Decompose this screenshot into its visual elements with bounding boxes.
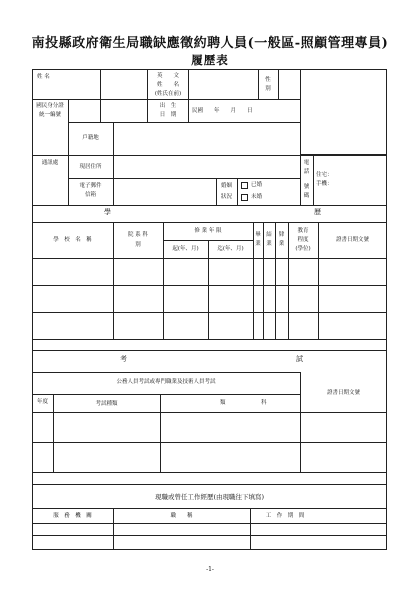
study-from-label: 起(年、月) [172, 246, 199, 252]
page-number: -1- [206, 566, 214, 573]
married-checkbox[interactable] [241, 182, 248, 189]
row-line [32, 312, 387, 313]
phone-label: 號 [303, 184, 310, 190]
col-line [278, 69, 279, 99]
completed-label: 結 [266, 232, 272, 238]
col-line [313, 155, 314, 205]
married-label: 已婚 [251, 182, 263, 188]
row-line [32, 442, 387, 443]
row-line [32, 484, 387, 485]
work-period-label: 工 作 期 間 [265, 513, 305, 519]
row-line [32, 155, 387, 156]
education-certificate-label: 證書日期文號 [335, 237, 369, 243]
exam-header-label: 公務人員考試或專門職業及技術人員考試 [116, 379, 216, 385]
col-line [237, 178, 238, 205]
exam-type-label: 考試種類 [95, 401, 118, 407]
row-line [32, 205, 387, 206]
exam-section-left: 考 [120, 355, 127, 363]
english-name-label: (姓氏在前) [154, 91, 182, 97]
col-line [113, 222, 114, 339]
school-name-label: 學 校 名 稱 [53, 237, 92, 243]
unmarried-label: 未婚 [251, 194, 263, 200]
domicile-label: 戶籍地 [82, 135, 99, 141]
row-line [68, 178, 300, 179]
col-line [113, 122, 114, 205]
work-section-title: 現職或曾任工作經歷(由現職往下填寫) [154, 493, 265, 501]
birth-date-label: 日 期 [159, 112, 177, 118]
col-line [300, 372, 301, 472]
col-line [160, 394, 161, 472]
row-line [32, 339, 387, 340]
col-line [188, 69, 189, 122]
col-line [258, 69, 259, 99]
degree-label: 教育 [297, 228, 309, 234]
col-line [263, 222, 264, 339]
col-line [208, 240, 209, 339]
education-section-right: 歷 [314, 208, 321, 216]
unmarried-checkbox[interactable] [241, 194, 248, 201]
exam-section-right: 試 [296, 355, 303, 363]
col-line [275, 222, 276, 339]
row-line [32, 99, 300, 100]
graduated-label: 畢 [255, 232, 261, 238]
row-line [32, 258, 387, 259]
row-line [32, 285, 387, 286]
english-name-label: 英 文 [156, 73, 179, 79]
id-number-label: 統一編號 [38, 112, 61, 118]
study-to-label: 迄(年、月) [217, 246, 244, 252]
attended-label: 業 [278, 241, 285, 247]
gender-label: 別 [265, 86, 271, 92]
phone-label: 話 [303, 169, 310, 175]
photo-box [300, 69, 387, 155]
col-line [163, 222, 164, 339]
document-subtitle: 履歷表 [191, 53, 229, 67]
department-label: 院 系 科 [128, 232, 148, 238]
row-line [32, 508, 387, 509]
row-line [32, 523, 387, 524]
name-label: 姓 名 [37, 74, 50, 80]
education-section-left: 學 [104, 208, 111, 216]
row-line [32, 472, 387, 473]
degree-label: 程度 [297, 237, 309, 243]
row-line [32, 350, 387, 351]
home-phone-label: 住宅： [316, 172, 333, 178]
exam-category-label: 類 [220, 400, 226, 406]
row-line [32, 372, 300, 373]
id-number-label: 國民身分證 [36, 103, 64, 109]
gender-label: 性 [265, 77, 271, 83]
phone-label: 碼 [303, 193, 310, 199]
work-organization-label: 服 務 機 關 [53, 513, 92, 519]
residence-label: 現居住所 [79, 164, 102, 170]
exam-certificate-label: 證書日期文號 [326, 390, 360, 396]
row-line [32, 222, 387, 223]
row-line [32, 412, 387, 413]
row-line [32, 535, 387, 536]
study-period-label: 修 業 年 限 [194, 228, 222, 234]
work-title-label: 職 稱 [170, 513, 193, 519]
address-label: 通訊處 [41, 160, 59, 166]
birth-date-label: 出 生 [159, 103, 177, 109]
exam-year-label: 年度 [36, 399, 48, 405]
col-line [253, 222, 254, 339]
english-name-label: 姓 名 [156, 82, 179, 88]
exam-category-label: 科 [261, 400, 267, 406]
department-label: 別 [135, 242, 141, 248]
col-line [100, 69, 101, 122]
attended-label: 肄 [278, 232, 285, 238]
document-title: 南投縣政府衛生局職缺應徵約聘人員(一般區-照顧管理專員) [31, 36, 389, 51]
marital-status-label: 狀況 [220, 194, 232, 200]
row-line [68, 122, 300, 123]
marital-status-label: 婚姻 [220, 183, 232, 189]
degree-label: (學位) [295, 246, 311, 252]
completed-label: 業 [266, 241, 272, 247]
row-line [32, 394, 300, 395]
email-label: 電子郵件 [79, 183, 102, 189]
birth-date-value: 民國 年 月 日 [192, 108, 253, 114]
phone-label: 電 [303, 160, 310, 166]
email-label: 信箱 [84, 192, 96, 198]
mobile-phone-label: 手機： [316, 181, 333, 187]
graduated-label: 業 [255, 241, 261, 247]
